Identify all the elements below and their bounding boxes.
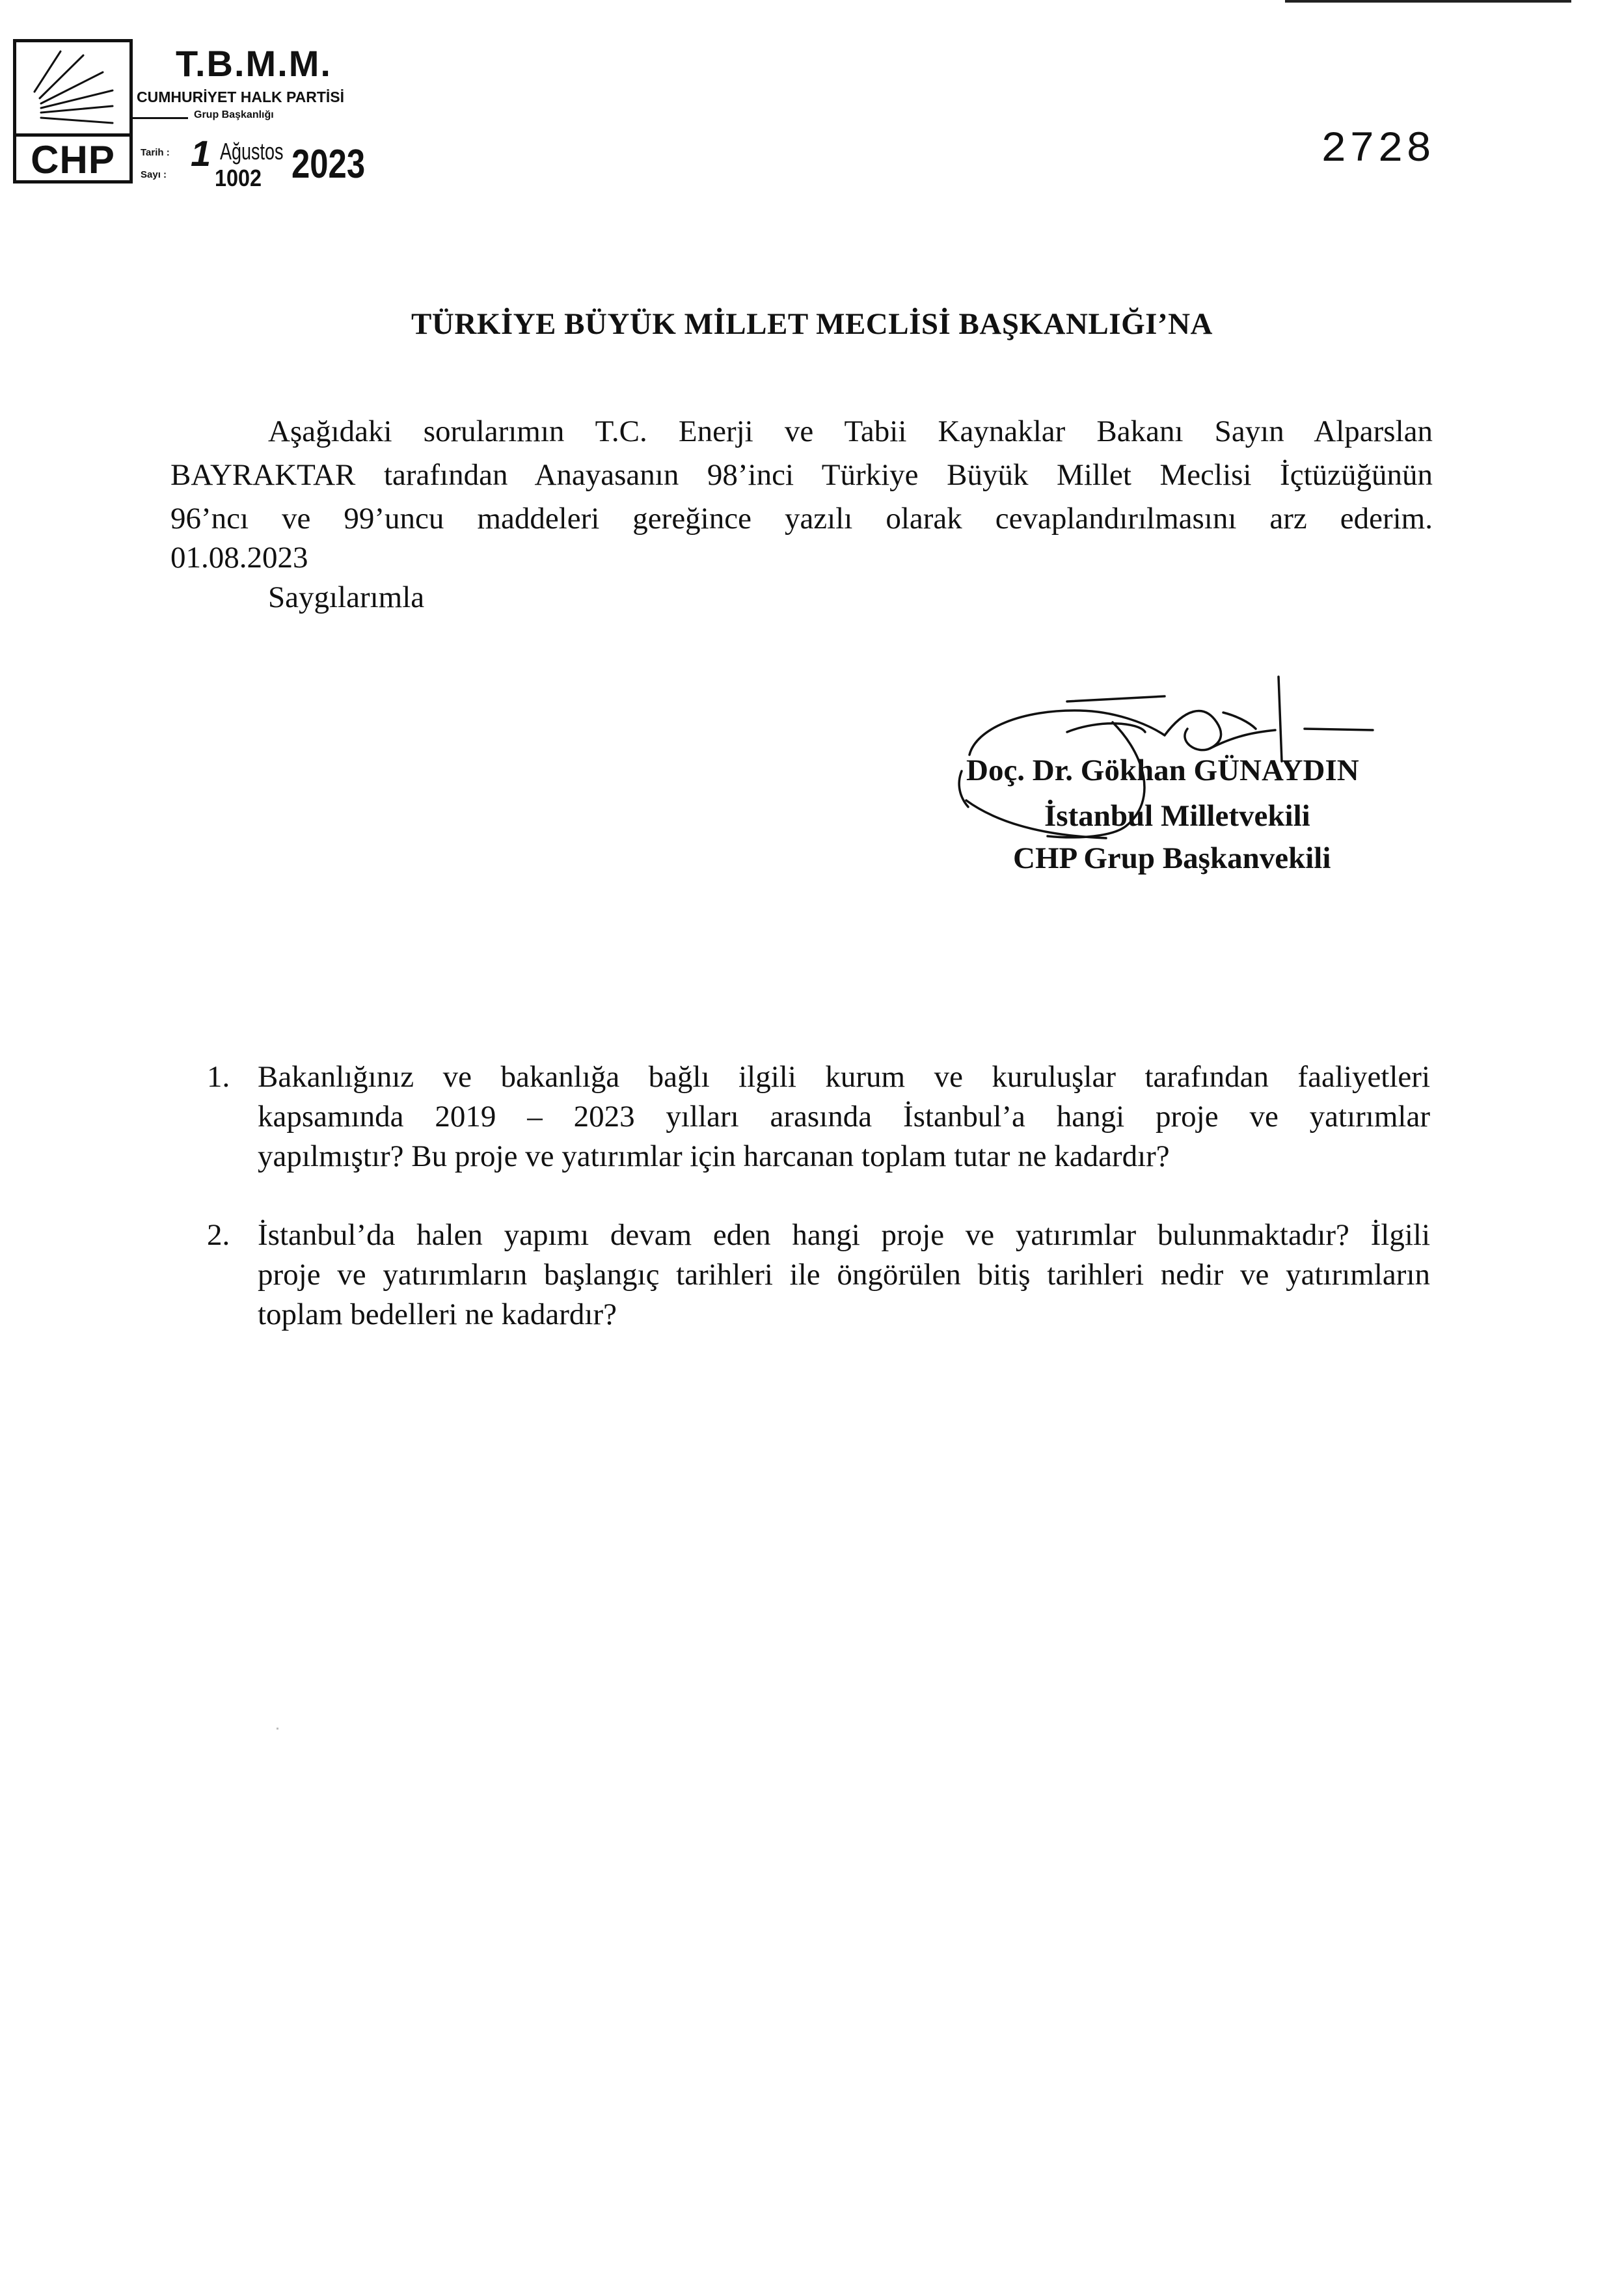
question-line: yapılmıştır? Bu proje ve yatırımlar için harcanan toplam tutar ne kadardır?	[258, 1139, 1170, 1173]
question-line: Bakanlığınız ve bakanlığa bağlı ilgili kurum ve kuruluşlar tarafından faaliyetleri	[258, 1060, 1430, 1094]
stamp-handwritten-year: 2023	[291, 142, 366, 187]
question-number: 2.	[207, 1218, 230, 1252]
stamp-chp-label: CHP	[31, 138, 115, 182]
stamp-divider	[16, 133, 129, 137]
stamp-handwritten-day: 1	[191, 133, 211, 174]
signatory-name: Doç. Dr. Gökhan GÜNAYDIN	[966, 754, 1359, 787]
body-line: Aşağıdaki sorularımın T.C. Enerji ve Tabii Kaynaklar Bakanı Sayın Alparslan	[268, 414, 1433, 448]
body-line: BAYRAKTAR tarafından Anayasanın 98’inci Türkiye Büyük Millet Meclisi İçtüzüğünün	[170, 458, 1433, 492]
chp-six-arrows-logo-icon	[21, 46, 129, 131]
tbmm-chp-stamp	[13, 39, 366, 191]
scan-edge-line	[1285, 0, 1571, 3]
body-paragraph	[170, 410, 1433, 541]
question-item	[207, 1057, 1430, 1176]
question-number: 1.	[207, 1060, 230, 1094]
question-item	[207, 1216, 1430, 1335]
stamp-group-name: Grup Başkanlığı	[194, 109, 274, 120]
body-date: 01.08.2023	[170, 541, 308, 575]
question-line: toplam bedelleri ne kadardır?	[258, 1297, 617, 1331]
question-line: kapsamında 2019 – 2023 yılları arasında İstanbul’a hangi proje ve yatırımlar	[258, 1100, 1430, 1134]
body-line: 96’ncı ve 99’uncu maddeleri gereğince yazılı olarak cevaplandırılmasını arz ederim.	[170, 502, 1433, 536]
document-heading: TÜRKİYE BÜYÜK MİLLET MECLİSİ BAŞKANLIĞI’NA	[411, 307, 1213, 341]
stamp-logo-frame	[13, 39, 133, 183]
signatory-role: İstanbul Milletvekili	[1044, 799, 1310, 833]
stamp-handwritten-number: 1002	[215, 165, 262, 191]
document-number: 2728	[1321, 125, 1435, 174]
signatory-group-role: CHP Grup Başkanvekili	[1013, 841, 1331, 875]
stamp-party-name: CUMHURİYET HALK PARTİSİ	[137, 88, 345, 105]
stamp-rule	[133, 117, 188, 119]
stamp-date-label: Tarih :	[141, 147, 170, 158]
scan-speck	[277, 1728, 278, 1730]
question-line: İstanbul’da halen yapımı devam eden hangi proje ve yatırımlar bulunmaktadır? İlgili	[258, 1218, 1430, 1252]
stamp-title: T.B.M.M.	[176, 43, 332, 84]
closing-regards: Saygılarımla	[268, 580, 425, 614]
stamp-number-label: Sayı :	[141, 169, 167, 180]
question-list	[207, 1057, 1430, 1374]
stamp-handwritten-month: Ağustos	[220, 138, 284, 165]
question-line: proje ve yatırımların başlangıç tarihleri ile öngörülen bitiş tarihleri nedir ve yatırımların	[258, 1258, 1430, 1292]
